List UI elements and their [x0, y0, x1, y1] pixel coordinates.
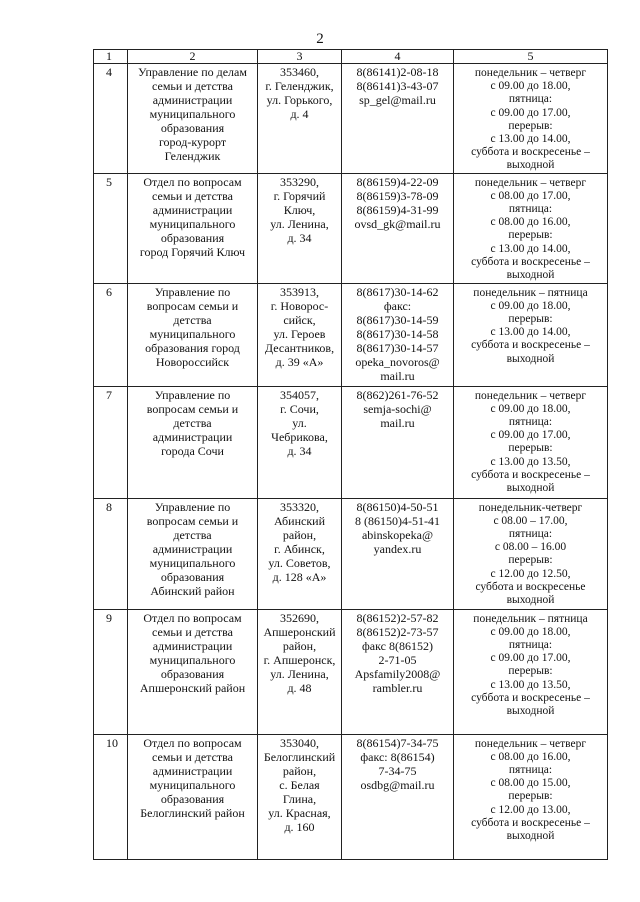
- contacts: 8(86159)4-22-09 8(86159)3-78-09 8(86159)4-31-99 ovsd_gk@mail.ru: [342, 173, 454, 283]
- table-row: [94, 173, 608, 283]
- row-number: 9: [94, 609, 128, 734]
- table-row: [94, 734, 608, 859]
- working-hours: понедельник – пятница с 09.00 до 18.00, перерыв: с 13.00 до 14.00, суббота и воскресенье – выходной: [454, 283, 608, 386]
- table-row: [94, 609, 608, 734]
- row-number: 7: [94, 386, 128, 498]
- page-number: 2: [316, 31, 324, 47]
- row-number: 4: [94, 64, 128, 174]
- contacts: 8(86154)7-34-75 факс: 8(86154) 7-34-75 osdbg@mail.ru: [342, 734, 454, 859]
- organization-name: Управление по делам семьи и детства администрации муниципального образования город-курорт Геленджик: [128, 64, 258, 174]
- row-number: 5: [94, 173, 128, 283]
- address: 353460, г. Геленджик, ул. Горького, д. 4: [258, 64, 342, 174]
- table-row: [94, 498, 608, 609]
- address: 353913, г. Новорос- сийск, ул. Героев Десантников, д. 39 «А»: [258, 283, 342, 386]
- column-number-2: 2: [128, 50, 258, 64]
- address: 354057, г. Сочи, ул. Чебрикова, д. 34: [258, 386, 342, 498]
- organization-name: Управление по вопросам семьи и детства администрации города Сочи: [128, 386, 258, 498]
- contacts: 8(86141)2-08-18 8(86141)3-43-07 sp_gel@mail.ru: [342, 64, 454, 174]
- working-hours: понедельник – пятница с 09.00 до 18.00, пятница: с 09.00 до 17.00, перерыв: с 13.00 до 13.50, суббота и воскресенье – выходной: [454, 609, 608, 734]
- organization-name: Отдел по вопросам семьи и детства администрации муниципального образования Апшеронский район: [128, 609, 258, 734]
- column-number-1: 1: [94, 50, 128, 64]
- organization-name: Управление по вопросам семьи и детства муниципального образования город Новороссийск: [128, 283, 258, 386]
- table-row: [94, 386, 608, 498]
- row-number: 6: [94, 283, 128, 386]
- table-row: [94, 64, 608, 174]
- table-header-row: [94, 50, 608, 64]
- row-number: 10: [94, 734, 128, 859]
- table-row: [94, 283, 608, 386]
- column-number-3: 3: [258, 50, 342, 64]
- address: 353290, г. Горячий Ключ, ул. Ленина, д. 34: [258, 173, 342, 283]
- contacts: 8(8617)30-14-62 факс: 8(8617)30-14-59 8(8617)30-14-58 8(8617)30-14-57 opeka_novoros@ mail.ru: [342, 283, 454, 386]
- column-number-5: 5: [454, 50, 608, 64]
- contacts: 8(86150)4-50-51 8 (86150)4-51-41 abinskopeka@ yandex.ru: [342, 498, 454, 609]
- organization-name: Управление по вопросам семьи и детства администрации муниципального образования Абинский район: [128, 498, 258, 609]
- working-hours: понедельник – четверг с 09.00 до 18.00, пятница: с 09.00 до 17.00, перерыв: с 13.00 до 14.00, суббота и воскресенье – выходной: [454, 64, 608, 174]
- organization-name: Отдел по вопросам семьи и детства администрации муниципального образования город Горячий Ключ: [128, 173, 258, 283]
- contacts: 8(862)261-76-52 semja-sochi@ mail.ru: [342, 386, 454, 498]
- column-number-4: 4: [342, 50, 454, 64]
- working-hours: понедельник – четверг с 09.00 до 18.00, пятница: с 09.00 до 17.00, перерыв: с 13.00 до 13.50, суббота и воскресенье – выходной: [454, 386, 608, 498]
- address: 352690, Апшеронский район, г. Апшеронск, ул. Ленина, д. 48: [258, 609, 342, 734]
- row-number: 8: [94, 498, 128, 609]
- working-hours: понедельник-четверг с 08.00 – 17.00, пятница: с 08.00 – 16.00 перерыв: с 12.00 до 12.50, суббота и воскресенье выходной: [454, 498, 608, 609]
- contacts: 8(86152)2-57-82 8(86152)2-73-57 факс 8(86152) 2-71-05 Apsfamily2008@ rambler.ru: [342, 609, 454, 734]
- working-hours: понедельник – четверг с 08.00 до 17.00, пятница: с 08.00 до 16.00, перерыв: с 13.00 до 14.00, суббота и воскресенье – выходной: [454, 173, 608, 283]
- contacts-table: [93, 49, 608, 860]
- address: 353320, Абинский район, г. Абинск, ул. Советов, д. 128 «А»: [258, 498, 342, 609]
- address: 353040, Белоглинский район, с. Белая Глина, ул. Красная, д. 160: [258, 734, 342, 859]
- working-hours: понедельник – четверг с 08.00 до 16.00, пятница: с 08.00 до 15.00, перерыв: с 12.00 до 13.00, суббота и воскресенье – выходной: [454, 734, 608, 859]
- organization-name: Отдел по вопросам семьи и детства администрации муниципального образования Белоглинский район: [128, 734, 258, 859]
